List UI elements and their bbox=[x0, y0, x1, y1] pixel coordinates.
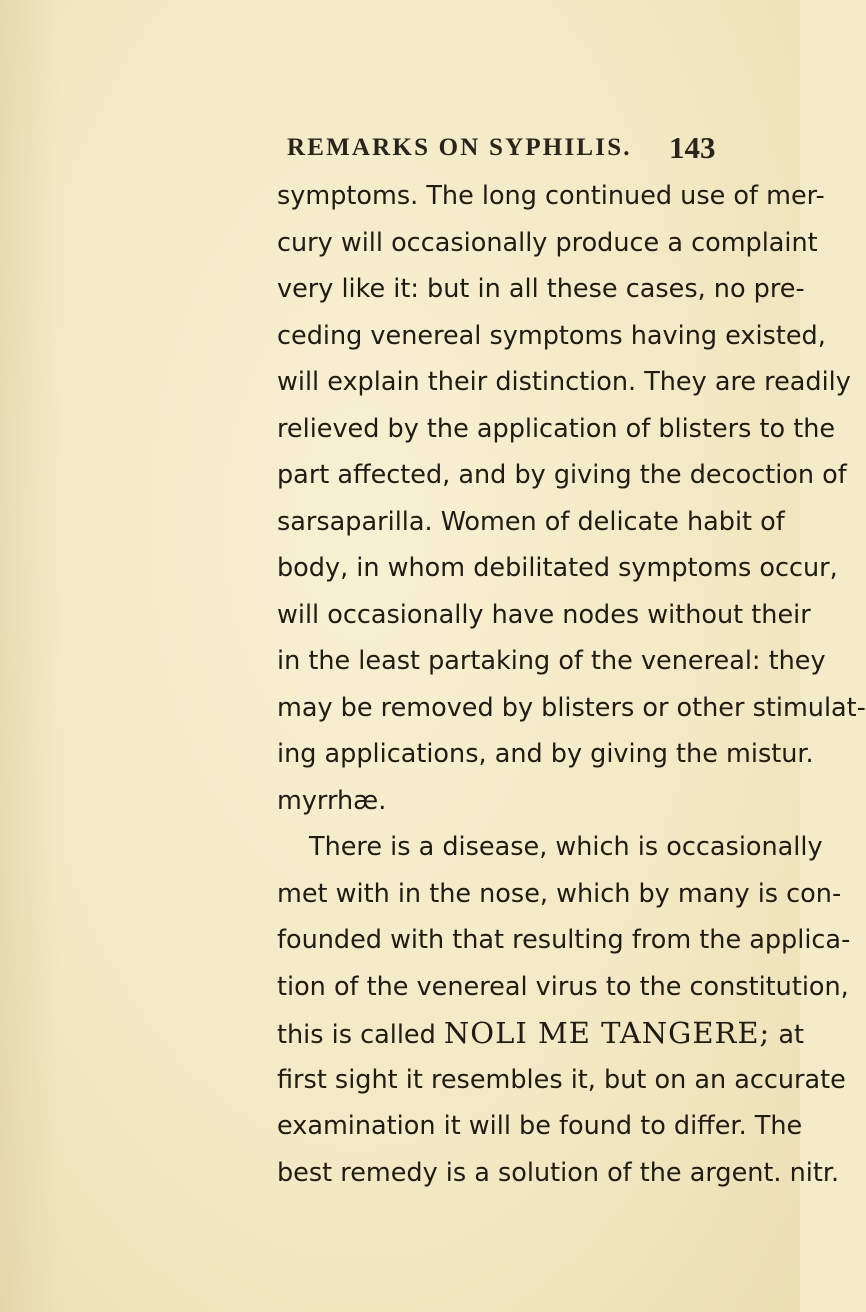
text-line: may be removed by blisters or other stimulat- bbox=[277, 692, 866, 723]
text-line: will occasionally have nodes without their bbox=[277, 599, 811, 630]
text-line: very like it: but in all these cases, no pre- bbox=[277, 274, 805, 304]
text-line: relieved by the application of blisters to the bbox=[277, 413, 836, 444]
text-line: founded with that resulting from the applica- bbox=[277, 925, 851, 955]
text-line: will explain their distinction. They are readily bbox=[277, 367, 851, 397]
page-header bbox=[0, 128, 800, 168]
text-line: ing applications, and by giving the mistur. bbox=[277, 739, 814, 769]
text-line: cury will occasionally produce a complaint bbox=[277, 227, 818, 258]
line-suffix: at bbox=[778, 1020, 805, 1050]
text-line: part affected, and by giving the decoction of bbox=[277, 460, 847, 490]
spine-shadow bbox=[0, 0, 60, 1312]
text-line: sarsaparilla. Women of delicate habit of bbox=[277, 506, 785, 537]
text-line: best remedy is a solution of the argent. nitr. bbox=[277, 1157, 840, 1188]
text-line: met with in the nose, which by many is con- bbox=[277, 878, 842, 909]
text-line: examination it will be found to differ. The bbox=[277, 1111, 803, 1141]
text-line-with-term bbox=[277, 1011, 805, 1055]
page-number: 143 bbox=[669, 130, 716, 165]
text-line: in the least partaking of the venereal: they bbox=[277, 646, 826, 676]
noli-me-tangere-term: NOLI ME TANGERE; bbox=[443, 1016, 771, 1050]
paragraph-start-line: There is a disease, which is occasionally bbox=[309, 832, 823, 862]
text-line: ceding venereal symptoms having existed, bbox=[277, 320, 826, 351]
text-line: tion of the venereal virus to the constitution, bbox=[277, 971, 849, 1002]
text-line: first sight it resembles it, but on an accurate bbox=[277, 1064, 846, 1095]
text-line: body, in whom debilitated symptoms occur, bbox=[277, 553, 838, 583]
text-line: symptoms. The long continued use of mer- bbox=[277, 181, 825, 211]
line-prefix: this is called bbox=[277, 1020, 436, 1050]
text-line: myrrhæ. bbox=[277, 785, 387, 816]
running-title: REMARKS ON SYPHILIS. bbox=[287, 134, 632, 161]
